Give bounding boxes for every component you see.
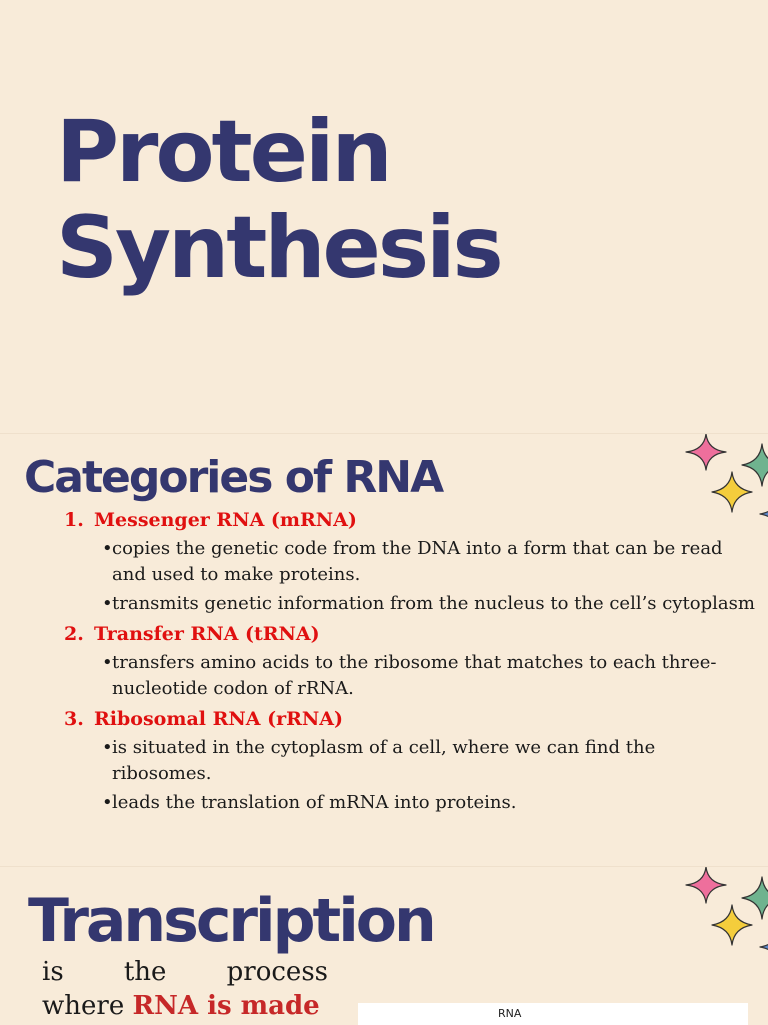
sparkle-star-blue-icon bbox=[760, 927, 768, 967]
text-word: process bbox=[226, 957, 328, 987]
text-line bbox=[42, 989, 328, 1023]
main-title-line1: Protein bbox=[56, 102, 390, 202]
main-title-line2: Synthesis bbox=[56, 198, 501, 298]
category-heading bbox=[64, 620, 760, 648]
bullet-list bbox=[102, 536, 760, 617]
category-number: 3. bbox=[64, 708, 84, 730]
text-word: the bbox=[123, 957, 167, 987]
categories-title: Categories of RNA bbox=[24, 452, 443, 503]
category-name: Transfer RNA (tRNA) bbox=[94, 623, 320, 645]
highlighted-text: RNA is made bbox=[132, 991, 320, 1021]
category-name: Ribosomal RNA (rRNA) bbox=[94, 708, 343, 730]
sparkle-stars-group bbox=[648, 867, 768, 977]
rna-category-trna bbox=[64, 620, 760, 702]
bullet-list bbox=[102, 650, 760, 702]
category-number: 1. bbox=[64, 509, 84, 531]
transcription-slide bbox=[0, 866, 768, 1025]
bullet-item: • transfers amino acids to the ribosome that matches to each three-nucleotide codon of rRNA. bbox=[102, 650, 760, 702]
sparkle-star-pink-icon bbox=[686, 434, 726, 470]
category-name: Messenger RNA (mRNA) bbox=[94, 509, 357, 531]
sparkle-star-yellow-icon bbox=[712, 905, 752, 945]
bullet-item: • transmits genetic information from the nucleus to the cell’s cytoplasm bbox=[102, 591, 760, 617]
category-number: 2. bbox=[64, 623, 84, 645]
rna-category-list bbox=[64, 506, 760, 819]
sparkle-star-green-icon bbox=[742, 444, 768, 486]
rna-category-mrna bbox=[64, 506, 760, 617]
category-heading bbox=[64, 705, 760, 733]
sparkle-star-green-icon bbox=[742, 877, 768, 919]
transcription-title: Transcription bbox=[28, 886, 434, 956]
bullet-item: • copies the genetic code from the DNA into a form that can be read and used to make proteins. bbox=[102, 536, 760, 588]
bullet-list bbox=[102, 735, 760, 816]
transcription-text bbox=[42, 955, 328, 1023]
main-title bbox=[56, 104, 501, 296]
transcription-diagram bbox=[358, 1003, 748, 1025]
sparkle-star-blue-icon bbox=[760, 494, 768, 534]
bullet-item: • is situated in the cytoplasm of a cell, where we can find the ribosomes. bbox=[102, 735, 760, 787]
rna-category-rrna bbox=[64, 705, 760, 816]
text-prefix: where bbox=[42, 991, 133, 1021]
diagram-label: RNA bbox=[498, 1007, 522, 1020]
text-word: is bbox=[42, 957, 64, 987]
title-slide bbox=[0, 0, 768, 432]
categories-slide bbox=[0, 433, 768, 866]
bullet-item: • leads the translation of mRNA into proteins. bbox=[102, 790, 760, 816]
category-heading bbox=[64, 506, 760, 534]
text-line bbox=[42, 955, 328, 989]
sparkle-star-pink-icon bbox=[686, 867, 726, 903]
